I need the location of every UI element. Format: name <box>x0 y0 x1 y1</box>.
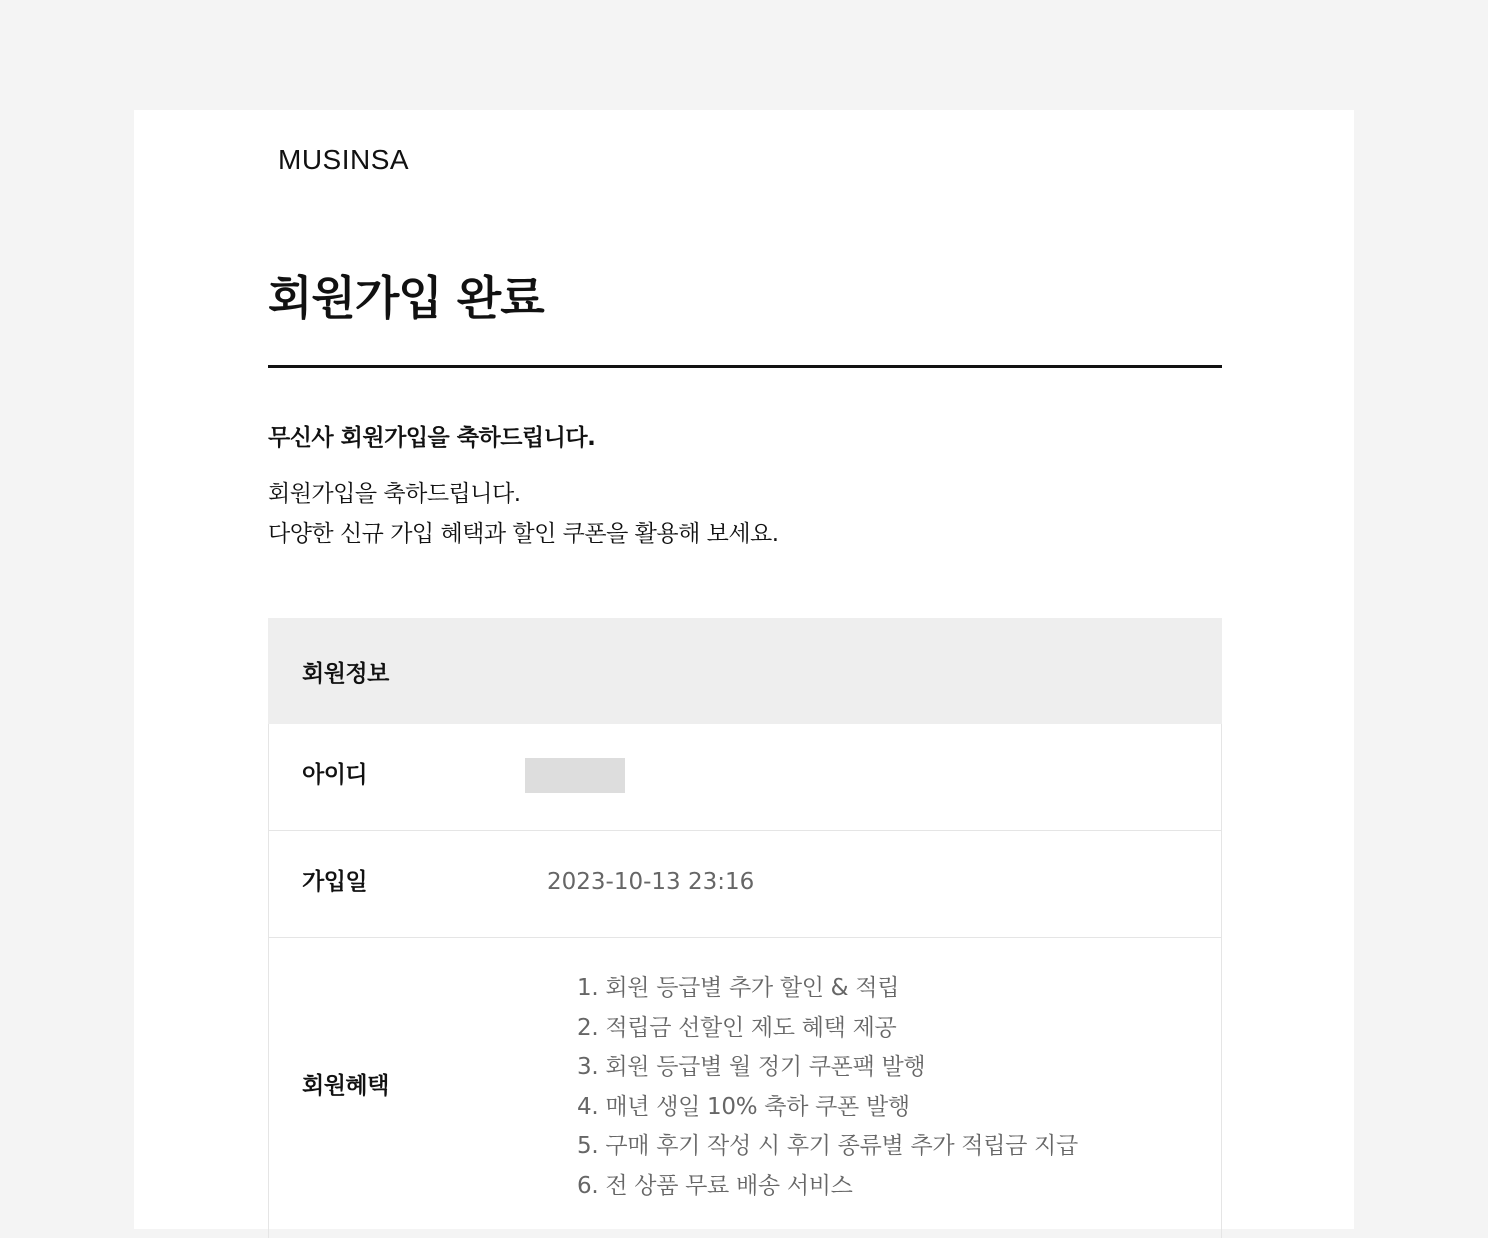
id-label: 아이디 <box>302 762 368 788</box>
benefit-item: 2. 적립금 선할인 제도 혜택 제공 <box>577 1014 897 1041</box>
welcome-line: 다양한 신규 가입 혜택과 할인 쿠폰을 활용해 보세요. <box>268 521 779 547</box>
benefit-item: 1. 회원 등급별 추가 할인 & 적립 <box>577 975 900 1001</box>
welcome-message <box>268 474 779 554</box>
member-info-header: 회원정보 <box>268 618 1222 724</box>
benefit-item: 6. 전 상품 무료 배송 서비스 <box>577 1172 853 1199</box>
welcome-heading: 무신사 회원가입을 축하드립니다. <box>268 425 596 451</box>
welcome-line: 회원가입을 축하드립니다. <box>268 481 521 507</box>
benefit-item: 3. 회원 등급별 월 정기 쿠폰팩 발행 <box>577 1054 926 1080</box>
email-card <box>134 110 1354 1229</box>
table-row-benefits <box>268 938 1222 1238</box>
id-value-redacted <box>525 758 625 793</box>
join-date-label: 가입일 <box>302 869 368 895</box>
table-row-join-date <box>268 831 1222 938</box>
benefit-item: 5. 구매 후기 작성 시 후기 종류별 추가 적립금 지급 <box>577 1133 1078 1159</box>
benefits-list <box>577 969 1078 1206</box>
member-info-table <box>268 618 1222 1238</box>
benefits-label: 회원혜택 <box>302 1073 389 1099</box>
title-divider <box>268 365 1222 368</box>
join-date-value: 2023-10-13 23:16 <box>547 869 755 895</box>
page-title: 회원가입 완료 <box>268 271 544 325</box>
musinsa-logo[interactable]: MUSINSA <box>278 144 410 175</box>
benefit-item: 4. 매년 생일 10% 축하 쿠폰 발행 <box>577 1093 910 1120</box>
table-row-id <box>268 724 1222 831</box>
